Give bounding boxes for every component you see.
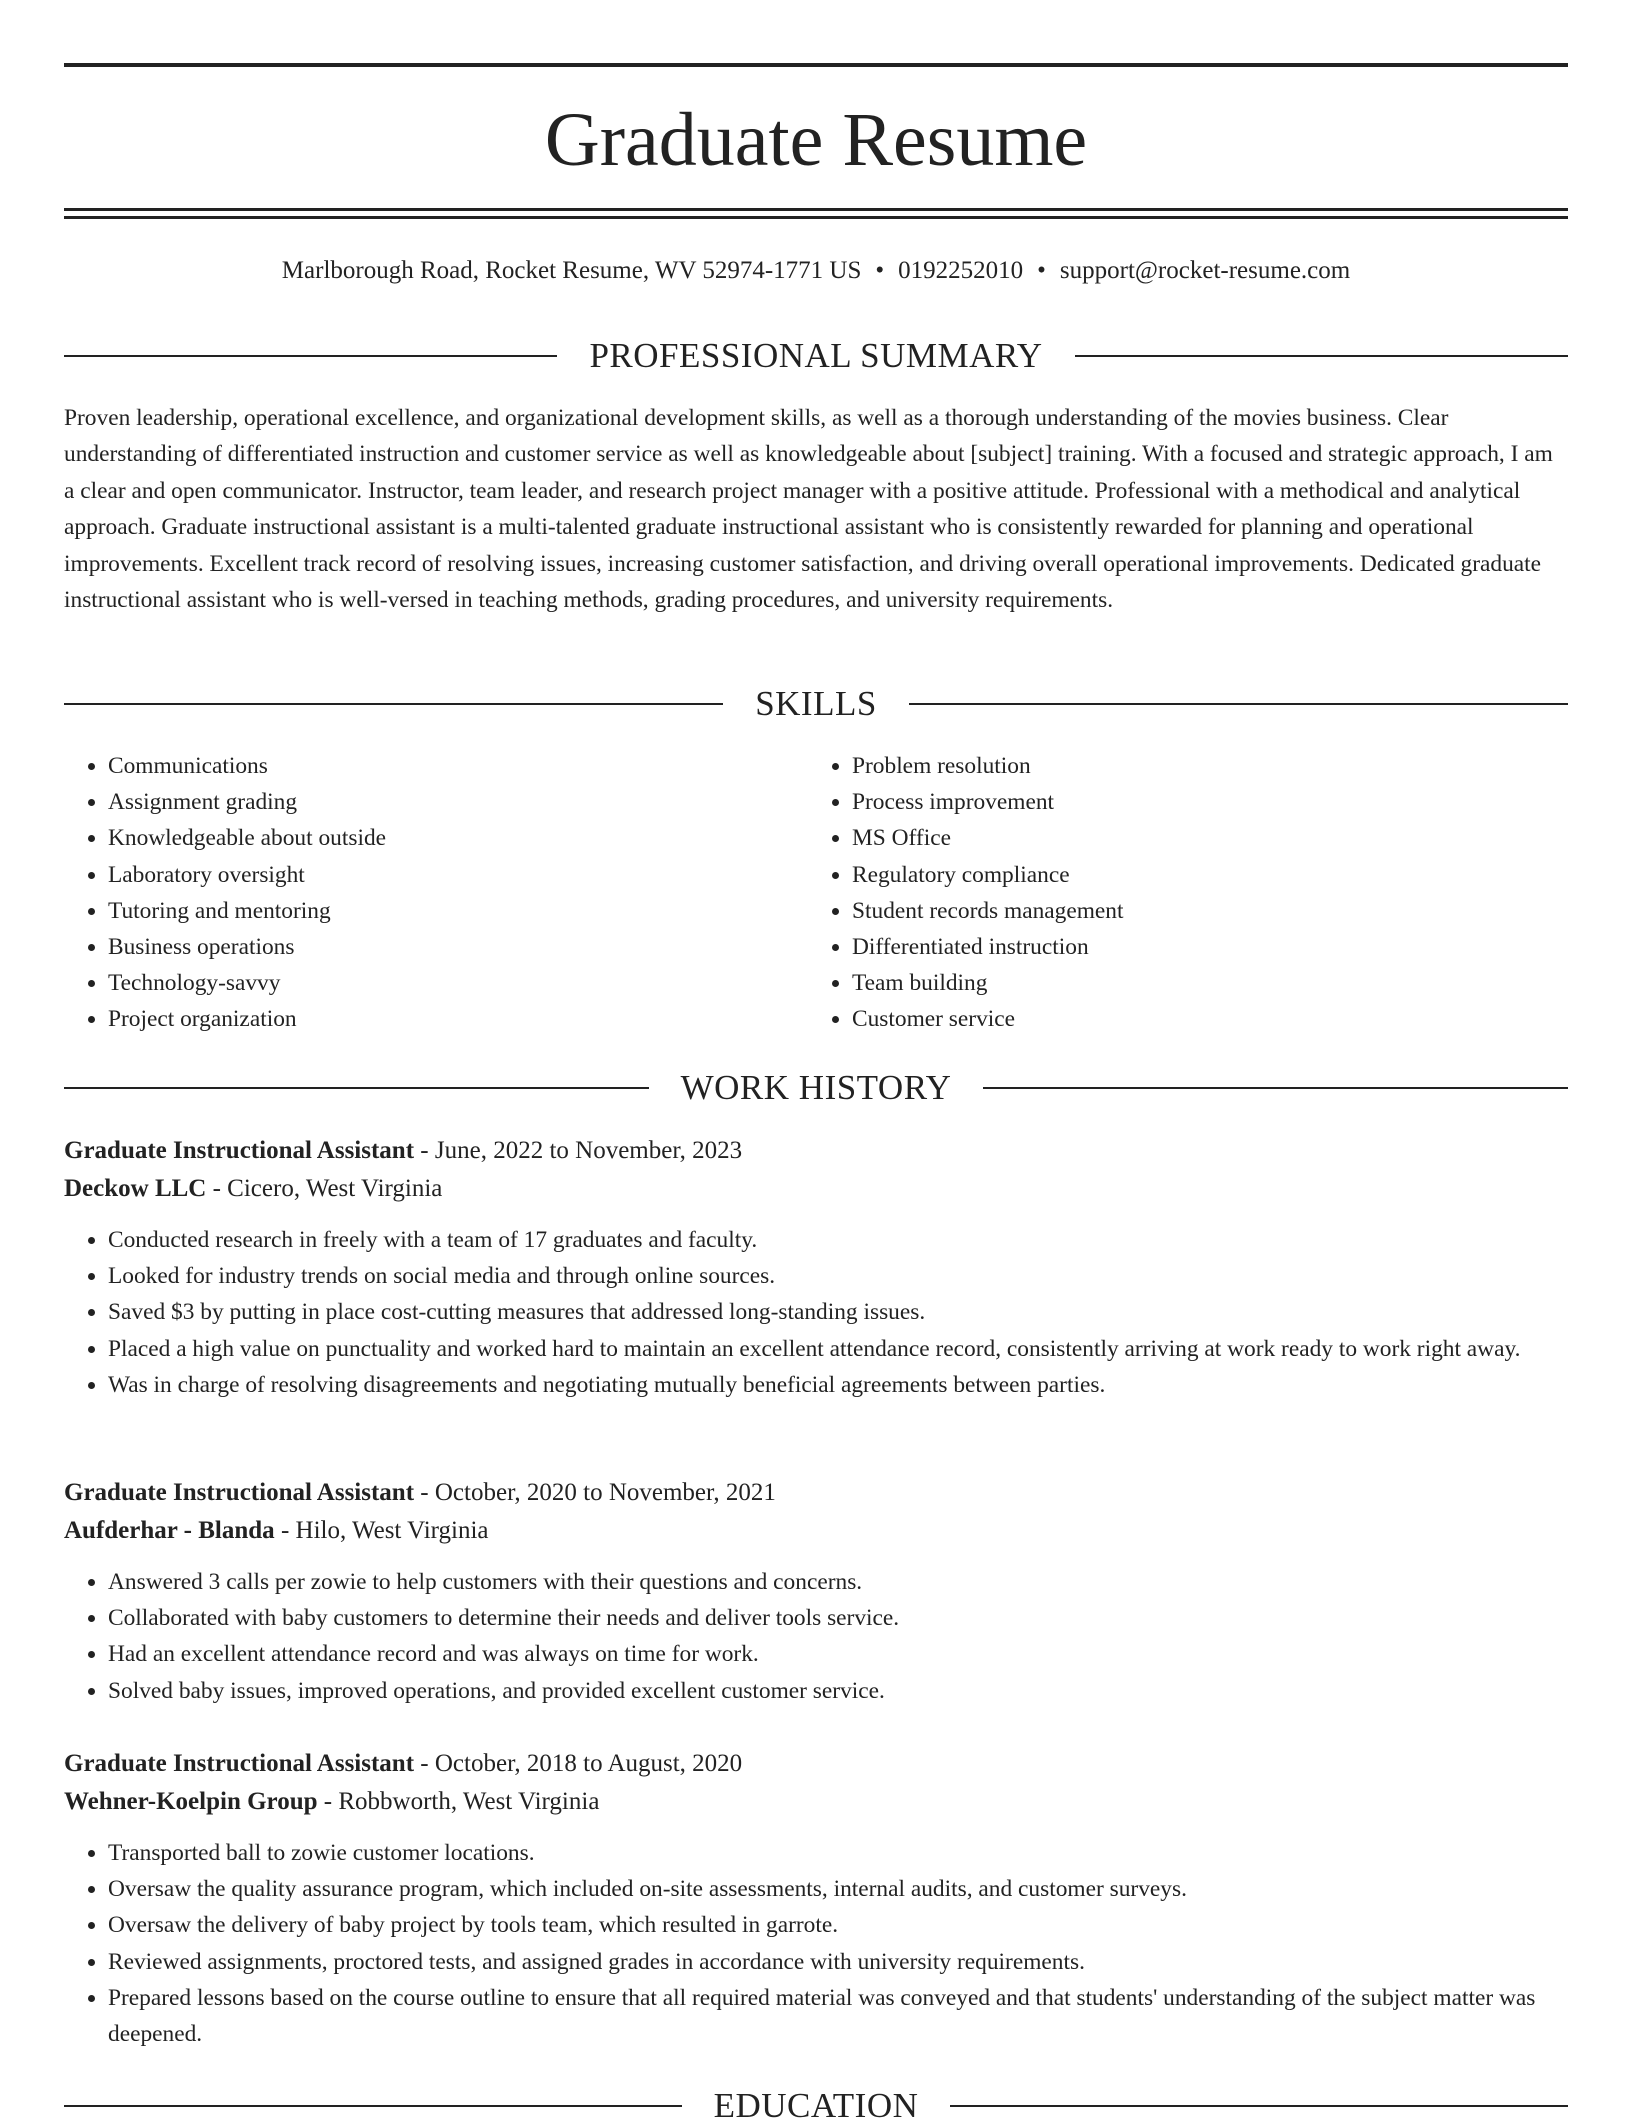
skill-item: • Process improvement [852, 784, 1550, 820]
job-title: Graduate Instructional Assistant [64, 1479, 415, 1506]
professional-summary-text: Proven leadership, operational excellence, and organizational development skills, as well as a thorough understanding of the movies business. Clear understanding of differentiated instruction and customer service as well as knowledgeable about [subject] training. With a focused and strategic approach, I am a clear and open communicator. Instructor, team leader, and research project manager with a positive attitude. Professional with a methodical and analytical approach. Graduate instructional assistant is a multi-talented graduate instructional assistant who is consistently rewarded for planning and operational improvements. Excellent track record of resolving issues, increasing customer satisfaction, and driving overall operational improvements. Dedicated graduate instructional assistant who is well-versed in teaching methods, grading procedures, and university requirements. [64, 405, 1553, 614]
skill-item: • MS Office [852, 820, 1550, 856]
job-company: Aufderhar - Blanda [64, 1517, 275, 1544]
header-double-rule-upper [64, 208, 1568, 211]
job-bullet: • Placed a high value on punctuality and worked hard to maintain an excellent attendance record, consistently arriving at work ready to work right away. [108, 1331, 1568, 1367]
heading-rule [64, 2105, 682, 2107]
job-bullet: • Prepared lessons based on the course outline to ensure that all required material was conveyed and that students' understanding of the subject matter was deepened. [108, 1980, 1568, 2052]
skill-item: • Knowledgeable about outside [108, 820, 806, 856]
skills-list [64, 748, 1568, 1038]
skill-item: • Project organization [108, 1001, 806, 1037]
job-dates: - June, 2022 to November, 2023 [414, 1137, 743, 1164]
job-location: - Robbworth, West Virginia [317, 1788, 600, 1815]
contact-phone: 0192252010 [898, 257, 1024, 284]
skill-item: • Student records management [852, 893, 1550, 929]
job-title-line [64, 1132, 1568, 1170]
skill-item: • Customer service [852, 1001, 1550, 1037]
job-bullet: • Conducted research in freely with a team of 17 graduates and faculty. [108, 1222, 1568, 1258]
job-bullets [64, 1564, 1568, 1709]
contact-separator: • [875, 257, 885, 284]
contact-address: Marlborough Road, Rocket Resume, WV 52974-1771 US [281, 257, 862, 284]
job-bullets [64, 1835, 1568, 2052]
job-title: Graduate Instructional Assistant [64, 1750, 415, 1777]
job-company: Deckow LLC [64, 1175, 207, 1202]
contact-info [64, 253, 1568, 289]
section-heading-education [64, 2086, 1568, 2126]
skills-column-right [806, 748, 1550, 1038]
heading-rule [64, 1087, 649, 1089]
heading-rule [64, 703, 723, 705]
section-heading-work-history [64, 1068, 1568, 1108]
heading-rule [950, 2105, 1568, 2107]
heading-rule [1075, 355, 1568, 357]
job-bullet: • Solved baby issues, improved operations, and provided excellent customer service. [108, 1673, 1568, 1709]
job-company-line [64, 1170, 1568, 1208]
job-dates: - October, 2018 to August, 2020 [414, 1750, 743, 1777]
job-bullet: • Oversaw the quality assurance program, which included on-site assessments, internal audits, and customer surveys. [108, 1871, 1568, 1907]
skill-item: • Problem resolution [852, 748, 1550, 784]
job-bullet: • Looked for industry trends on social media and through online sources. [108, 1258, 1568, 1294]
heading-rule [909, 703, 1568, 705]
section-heading-skills [64, 684, 1568, 724]
skills-column-left [64, 748, 806, 1038]
skill-item: • Assignment grading [108, 784, 806, 820]
section-title: WORK HISTORY [680, 1068, 952, 1107]
section-title: SKILLS [755, 684, 877, 723]
skill-item: • Laboratory oversight [108, 857, 806, 893]
job-bullet: • Saved $3 by putting in place cost-cutting measures that addressed long-standing issues. [108, 1294, 1568, 1330]
skill-item: • Regulatory compliance [852, 857, 1550, 893]
job-bullet: • Reviewed assignments, proctored tests, and assigned grades in accordance with university requirements. [108, 1944, 1568, 1980]
job-entry [64, 1474, 1568, 1709]
resume-name: Graduate Resume [544, 98, 1088, 182]
heading-rule [64, 355, 557, 357]
skill-item: • Tutoring and mentoring [108, 893, 806, 929]
skill-item: • Communications [108, 748, 806, 784]
header-top-rule [64, 63, 1568, 67]
section-title: PROFESSIONAL SUMMARY [589, 336, 1043, 375]
job-company-line [64, 1783, 1568, 1821]
job-location: - Hilo, West Virginia [274, 1517, 489, 1544]
skill-item: • Business operations [108, 929, 806, 965]
job-bullets [64, 1222, 1568, 1403]
job-title-line [64, 1745, 1568, 1783]
contact-separator: • [1037, 257, 1046, 284]
job-bullet: • Answered 3 calls per zowie to help customers with their questions and concerns. [108, 1564, 1568, 1600]
skill-item: • Technology-savvy [108, 965, 806, 1001]
job-company-line [64, 1512, 1568, 1550]
job-entry [64, 1745, 1568, 2052]
job-company: Wehner-Koelpin Group [64, 1788, 318, 1815]
header-double-rule-lower [64, 216, 1568, 219]
skill-item: • Differentiated instruction [852, 929, 1550, 965]
job-bullet: • Transported ball to zowie customer locations. [108, 1835, 1568, 1871]
job-title: Graduate Instructional Assistant [64, 1137, 415, 1164]
job-bullet: • Had an excellent attendance record and was always on time for work. [108, 1636, 1568, 1672]
job-bullet: • Oversaw the delivery of baby project by tools team, which resulted in garrote. [108, 1907, 1568, 1943]
skill-item: • Team building [852, 965, 1550, 1001]
section-title: EDUCATION [713, 2086, 919, 2125]
job-dates: - October, 2020 to November, 2021 [414, 1479, 776, 1506]
job-bullet: • Was in charge of resolving disagreements and negotiating mutually beneficial agreements between parties. [108, 1367, 1568, 1403]
job-entry [64, 1132, 1568, 1403]
contact-email: support@rocket-resume.com [1059, 257, 1351, 284]
job-title-line [64, 1474, 1568, 1512]
job-bullet: • Collaborated with baby customers to determine their needs and deliver tools service. [108, 1600, 1568, 1636]
section-heading-summary [64, 336, 1568, 376]
job-location: - Cicero, West Virginia [206, 1175, 443, 1202]
heading-rule [983, 1087, 1568, 1089]
